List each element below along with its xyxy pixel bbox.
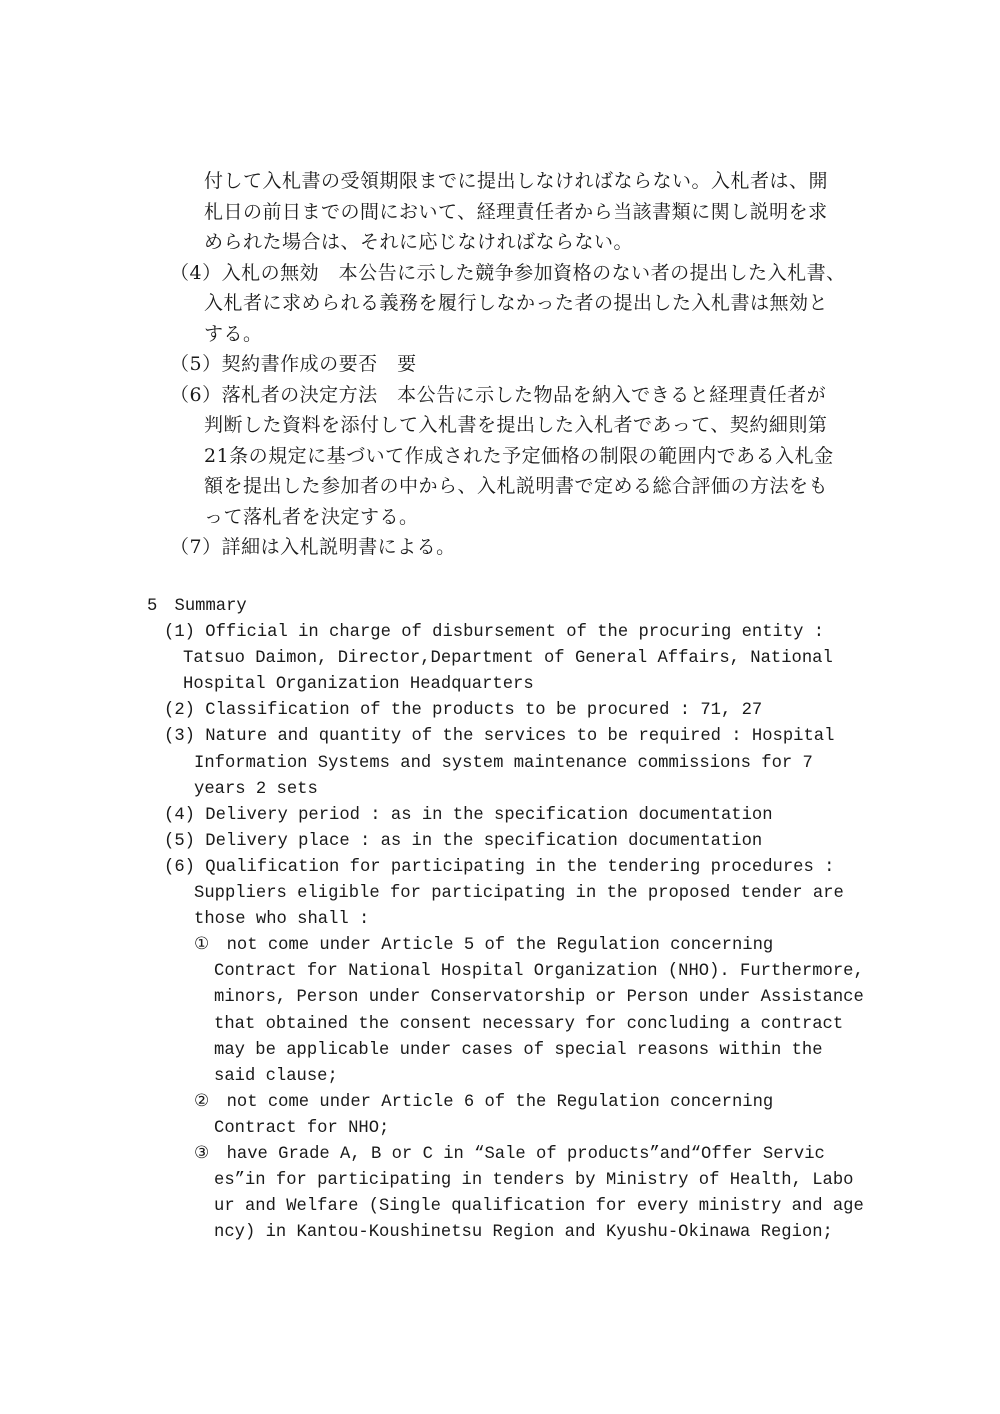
english-summary-section	[0, 594, 1000, 1246]
summary-line: es”in for participating in tenders by Ministry of Health, Labo	[214, 1171, 854, 1191]
jp-line: 付して入札書の受領期限までに提出しなければならない。入札者は、開	[204, 170, 829, 192]
japanese-section	[0, 166, 1000, 563]
qualification-1: ① not come under Article 5 of the Regulation concerning	[194, 936, 774, 956]
qualification-2: ② not come under Article 6 of the Regulation concerning	[194, 1092, 774, 1112]
summary-line: minors, Person under Conservatorship or Person under Assistance	[214, 988, 864, 1008]
jp-item-4-invalid-bids: （4）入札の無効 本公告に示した競争参加資格のない者の提出した入札書、	[170, 261, 846, 284]
summary-line: Information Systems and system maintenance commissions for 7	[194, 753, 813, 773]
summary-line: Contract for NHO;	[214, 1118, 390, 1138]
jp-item-5-contract-document: （5）契約書作成の要否 要	[170, 353, 417, 375]
jp-item-6-award-method: （6）落札者の決定方法 本公告に示した物品を納入できると経理責任者が	[170, 383, 827, 406]
jp-line: 札日の前日までの間において、経理責任者から当該書類に関し説明を求	[204, 200, 828, 223]
summary-line: Hospital Organization Headquarters	[183, 675, 534, 695]
summary-line: Tatsuo Daimon, Director,Department of General Affairs, National	[183, 649, 833, 669]
summary-line: ncy) in Kantou-Koushinetsu Region and Kyushu-Okinawa Region;	[214, 1223, 833, 1243]
summary-line: those who shall :	[194, 910, 370, 930]
summary-line: years 2 sets	[194, 779, 318, 799]
summary-line: that obtained the consent necessary for concluding a contract	[214, 1014, 844, 1034]
summary-item-1: (1) Official in charge of disbursement of the procuring entity :	[164, 623, 825, 643]
summary-item-5: (5) Delivery place : as in the specification documentation	[164, 831, 763, 851]
jp-line: 額を提出した参加者の中から、入札説明書で定める総合評価の方法をも	[204, 475, 829, 497]
summary-line: Contract for National Hospital Organization (NHO). Furthermore,	[214, 962, 864, 982]
jp-line: 入札者に求められる義務を履行しなかった者の提出した入札書は無効と	[204, 292, 829, 314]
jp-line: する。	[204, 322, 263, 345]
qualification-3: ③ have Grade A, B or C in “Sale of products”and“Offer Servic	[194, 1144, 825, 1164]
summary-line: Suppliers eligible for participating in the proposed tender are	[194, 884, 844, 904]
jp-line: められた場合は、それに応じなければならない。	[204, 231, 634, 253]
summary-item-4: (4) Delivery period : as in the specification documentation	[164, 805, 773, 825]
jp-item-7-details: （7）詳細は入札説明書による。	[170, 536, 456, 558]
jp-line: 判断した資料を添付して入札書を提出した入札者であって、契約細則第	[204, 414, 828, 436]
jp-line: って落札者を決定する。	[204, 505, 419, 528]
summary-item-2: (2) Classification of the products to be procured : 71, 27	[164, 701, 763, 721]
summary-item-3: (3) Nature and quantity of the services to be required : Hospital	[164, 727, 835, 747]
summary-line: said clause;	[214, 1066, 338, 1086]
summary-heading: 5 Summary	[147, 597, 247, 616]
summary-line: may be applicable under cases of special reasons within the	[214, 1040, 823, 1060]
jp-line: 21条の規定に基づいて作成された予定価格の制限の範囲内である入札金	[204, 444, 834, 467]
summary-item-6: (6) Qualification for participating in the tendering procedures :	[164, 857, 835, 877]
summary-line: ur and Welfare (Single qualification for every ministry and age	[214, 1197, 864, 1217]
